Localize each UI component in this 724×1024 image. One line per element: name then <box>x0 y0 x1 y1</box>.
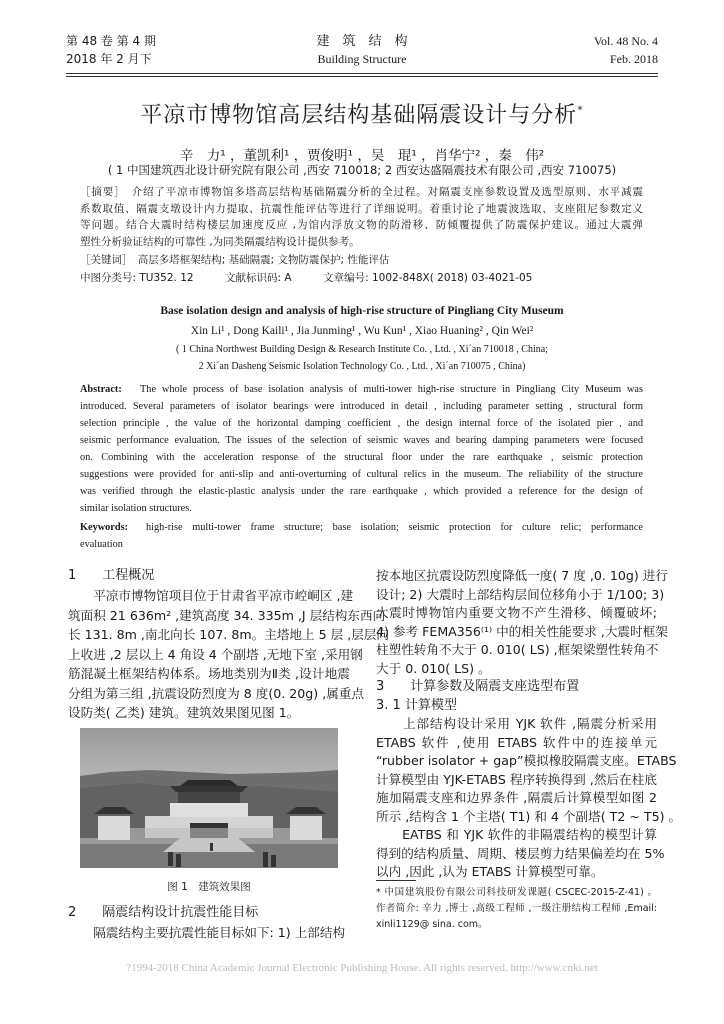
title-text: 平凉市博物馆高层结构基础隔震设计与分析 <box>140 103 578 128</box>
keywords-line: high-rise multi-tower frame structure; base isolation; seismic protection for culture relic; performance <box>146 522 643 533</box>
paragraph-line: 所示 ,结构含 1 个主塔( T1) 和 4 个副塔( T2 ~ T5) 。 <box>376 808 682 824</box>
journal-name-en: Building Structure <box>317 52 407 66</box>
section-heading-3: 3 计算参数及隔震支座选型布置 <box>376 679 580 694</box>
section-heading-2: 2 隔震结构设计抗震性能目标 <box>68 905 259 920</box>
affiliation-en-2: 2 Xi´an Dasheng Seismic Isolation Technology Co. , Ltd. , Xi´an 710075 , China) <box>198 361 526 372</box>
abstract-line: ［摘要］ 介绍了平凉市博物馆多塔高层结构基础隔震分析的全过程。对隔震支座参数设置及选型原则、水平减震 <box>80 186 643 198</box>
abstract-line: suggestions were provided for anti-slip and anti-overturning of cultural relics in the museum. The reliability of the structure <box>80 469 643 480</box>
affiliation-cn: ( 1 中国建筑西北设计研究院有限公司 ,西安 710018; 2 西安达盛隔震技术有限公司 ,西安 710075) <box>107 163 617 177</box>
paragraph-line: 筋混凝土框架结构体系。场地类别为Ⅱ类 ,设计地震 <box>68 666 350 681</box>
date-en: Feb. 2018 <box>610 52 658 66</box>
abstract-line: selection principle , the value of the horizontal damping coefficient , the design internal force of the isolated pier , and <box>80 418 643 429</box>
footnote-rule <box>376 880 416 881</box>
paragraph-line: 4) 参考 FEMA356⁽¹⁾ 中的相关性能要求 ,大震时框架 <box>376 623 668 639</box>
paper-title <box>0 98 724 129</box>
section-heading-3-1: 3. 1 计算模型 <box>376 697 457 713</box>
abstract-line: 等问题。结合大震时结构楼层加速度反应 ,为馆内浮放文物的防滑移、防倾覆提供了防震保护建议。通过大震弹 <box>80 219 643 232</box>
classification: 中图分类号: TU352. 12 文献标识码: A 文章编号: 1002-848X( 2018) 03-4021-05 <box>80 272 533 284</box>
copyright-footer: ?1994-2018 China Academic Journal Electronic Publishing House. All rights reserved. http://www.cnki.net <box>126 962 598 974</box>
paragraph-line: 长 131. 8m ,南北向长 107. 8m。主塔地上 5 层 ,层层向 <box>68 627 389 642</box>
abstract-line: was verified through the elastic-plastic analysis under the rare earthquake , which provided a reference for the design of <box>80 486 643 497</box>
abstract-line: 系数取值、隔震支墩设计内力提取、抗震性能评估等进行了详细说明。着重讨论了地震波选取、支座阻尼参数定义 <box>80 202 643 215</box>
paragraph-line: 施加隔震支座和边界条件 ,隔震后计算模型如图 2 <box>376 790 657 805</box>
keywords-line: evaluation <box>80 539 123 550</box>
keywords-label: Keywords: <box>80 522 129 533</box>
paragraph-line: 上部结构设计采用 YJK 软件 ,隔震分析采用 <box>376 716 657 731</box>
paragraph-line: 分组为第三组 ,抗震设防烈度为 8 度(0. 20g) ,属重点 <box>68 685 364 701</box>
paragraph-line: 柱塑性转角不大于 0. 010( LS) ,框架梁塑性转角不 <box>376 642 659 657</box>
footnote-line: 作者简介: 辛力 ,博士 ,高级工程师 ,一级注册结构工程师 ,Email: <box>376 903 657 914</box>
paragraph-line: 以内 ,因此 ,认为 ETABS 计算模型可靠。 <box>376 864 604 879</box>
abstract-line: 塑性分析验证结构的可靠性 ,为同类隔震结构设计提供参考。 <box>80 235 360 248</box>
journal-name-cn: 建 筑 结 构 <box>316 34 408 49</box>
paragraph-line: ETABS 软件 ,使用 ETABS 软件中的连接单元 <box>376 734 657 750</box>
paragraph-line: 得到的结构质量、周期、楼层剪力结果偏差均在 5% <box>376 845 665 861</box>
paragraph-line: 大震时博物馆内重要文物不产生滑移、倾覆破坏; <box>376 605 657 620</box>
paragraph-line: 隔震结构主要抗震性能目标如下: 1) 上部结构 <box>68 925 346 940</box>
paragraph-line: 计算模型由 YJK-ETABS 程序转换得到 ,然后在柱底 <box>376 771 657 787</box>
abstract-label: Abstract: <box>80 384 122 395</box>
abstract-line: The whole process of base isolation analysis of multi-tower high-rise structure in Pingliang City Museum was <box>140 384 643 395</box>
paragraph-line: 按本地区抗震设防烈度降低一度( 7 度 ,0. 10g) 进行 <box>376 568 668 583</box>
affiliation-en-1: ( 1 China Northwest Building Design & Research Institute Co. , Ltd. , Xi´an 710018 , China; <box>176 344 548 355</box>
header-rule <box>66 76 658 77</box>
paragraph-line: 大于 0. 010( LS) 。 <box>376 660 491 676</box>
paragraph-line: 上收进 ,2 层以上 4 角设 4 个副塔 ,无地下室 ,采用钢 <box>68 646 363 662</box>
paragraph-line: 筑面积 21 636m² ,建筑高度 34. 335m ,J 层结构东西向 <box>68 607 386 623</box>
volume-issue-cn: 第 48 卷 第 4 期 <box>66 34 156 48</box>
building-rendering-figure <box>80 728 338 868</box>
abstract-line: on. Combining with the acceleration response of the structural floor under the rare earthquake , seismic protection <box>80 452 643 463</box>
abstract-line: similar isolation structures. <box>80 503 192 514</box>
paragraph-line: 设防类( 乙类) 建筑。建筑效果图见图 1。 <box>68 705 300 720</box>
authors-en: Xin Li¹ , Dong Kaili¹ , Jia Junming¹ , Wu Kun¹ , Xiao Huaning² , Qin Wei² <box>190 325 534 337</box>
abstract-line: introduced. Several parameters of isolator bearings were introduced in detail , including parameter setting , structural form <box>80 401 643 412</box>
date-cn: 2018 年 2 月下 <box>66 52 152 66</box>
title-footnote-mark: * <box>577 103 584 117</box>
footnote-line: xinli1129@ sina. com。 <box>376 919 488 930</box>
abstract-line: seismic performance evaluation. The issues of the selection of seismic waves and bearing damping parameters were focused <box>80 435 643 446</box>
header-rule <box>66 73 658 74</box>
authors-cn: 辛 力¹ ，董凯利¹ ，贾俊明¹ ，吴 琨¹ ，肖华宁² ，秦 伟² <box>179 148 545 164</box>
paragraph-line: EATBS 和 YJK 软件的非隔震结构的模型计算 <box>376 827 657 842</box>
section-heading-1: 1 工程概况 <box>68 568 155 583</box>
figure-caption: 图 1 建筑效果图 <box>167 881 251 893</box>
paragraph-line: 平凉市博物馆项目位于甘肃省平凉市崆峒区 ,建 <box>68 588 354 603</box>
footnote-line: * 中国建筑股份有限公司科技研发课题( CSCEC-2015-Z-41) 。 <box>376 887 657 898</box>
keywords-cn: ［关键词］ 高层多塔框架结构; 基础隔震; 文物防震保护; 性能评估 <box>80 254 390 266</box>
paragraph-line: “rubber isolator + gap”模拟橡胶隔震支座。ETABS <box>376 753 677 768</box>
volume-issue-en: Vol. 48 No. 4 <box>593 34 658 48</box>
paragraph-line: 设计; 2) 大震时上部结构层间位移角小于 1/100; 3) <box>376 586 665 602</box>
title-en: Base isolation design and analysis of high-rise structure of Pingliang City Museum <box>160 305 564 317</box>
